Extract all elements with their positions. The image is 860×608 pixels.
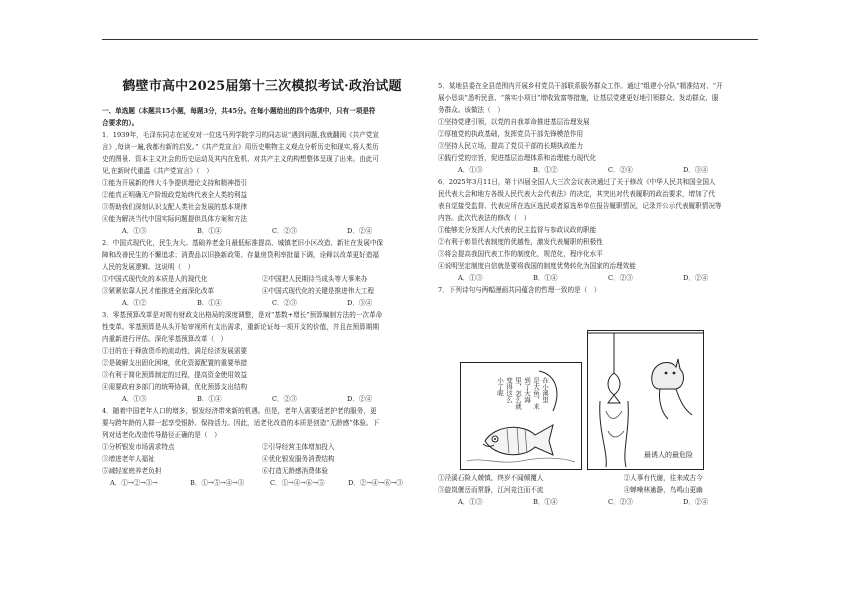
header-rule [102,39,758,40]
option-d: D．②④ [347,227,373,235]
question-stem: 内重新进行评估。深化零基预算改革（ ） [102,335,228,343]
cartoon-caption: 最诱人的最危险 [644,451,693,459]
statement: ①中国式现代化的本质是人的现代化 [102,275,208,283]
statement: ④中国式现代化的关键是推进伟大工程 [262,287,375,295]
cartoon-caption: 是大鱼，来 [532,377,540,410]
option-a: A．①③ [122,227,147,235]
option-c: C．①→④→⑥→⑤ [270,479,325,487]
statement-row [102,441,422,453]
statement: ①泾溪石险人兢慎，终岁不闻倾覆人 [438,474,544,482]
option-b: B．①④ [197,227,222,235]
question-3 [102,309,422,405]
left-column [102,105,422,489]
option-c: C．②③ [272,299,297,307]
question-stem: 见,在新时代重温《共产党宣言》（ ） [102,167,213,175]
statement: ③有利于简化预算制定的过程，提高资金使用效益 [102,371,248,379]
question-5 [438,80,758,176]
option-c: C．②③ [608,274,633,282]
option-d: D．③④ [683,166,709,174]
section-heading-line1: 一、单选题（本题共15小题，每题3分，共45分。在每小题给出的四个选项中，只有一项是符 [102,107,376,115]
statement: ①目的在于释放货币的流动性，满足经济发展需要 [102,347,248,355]
question-stem: 3．零基预算改革是对规有财政支出格局的深度调整，是对“基数+增长”预算编制方法的一次革命 [102,311,383,319]
option-b: B．①② [533,166,558,174]
statement-row [102,453,422,465]
statement: ②人事有代谢，往来成古今 [623,474,703,482]
question-6 [438,176,758,284]
question-stem: 史的图景、资本主义社会的历史运动及其内在危机、对共产主义的构想整体呈现了出来。由此可 [102,155,379,163]
option-a: A．①③ [458,498,483,506]
statement: ④优化银发服务消费结构 [262,455,335,463]
question-stem: 表自觉接受监督、代表应所在选区选民或者原选举单位报告履职情况，记录并公示代表履职情况等 [438,202,722,210]
statement: ③旋岚偃岳而常静，江河竞注而不流 [438,486,544,494]
question-stem: 内容。此次代表法的修改（ ） [438,214,531,222]
statement: ⑤减轻家庭养老负担 [102,467,162,475]
option-a: A．①② [122,299,147,307]
option-a: A．①③ [458,274,483,282]
question-stem: 5．某地县委在全县范围内开展乡村党员干部联系服务群众工作。通过“组建小分队”精准结对、“开 [438,82,723,90]
question-stem: 性变革。零基预算是从头开始审视所有支出需求，重新论证每一项开支的价值，并且在预算期期 [102,323,379,331]
option-b: B．①④ [197,395,222,403]
question-stem: 要与跨年龄的人群一起享受银龄、保持活力。因此，适老化改造的本质是创造“无龄感”体验。下 [102,419,380,427]
question-stem: 1．1939年，毛泽东同志在延安对一位选马列学院学习的同志说“遇到问题,我就翻阅《共产党宣 [102,131,380,139]
cartoon-caption: 小了呢 [496,377,504,397]
question-stem: 人民的发展逻辑。这说明（ ） [102,263,195,271]
answer-options [102,477,422,489]
answer-options [102,297,422,309]
cartoon-caption: 变得这么 [505,377,513,403]
statement: ④需要政府多部门的统筹协调，优化预算支出结构 [102,383,248,391]
statement-row [438,472,758,484]
question-stem: 民代表大会和地方各级人民代表大会代表法》的决定，其突出对代表履职的政治要求，增加了代 [438,190,715,198]
question-2 [102,237,422,309]
statement-row [438,484,758,496]
cat-figure [652,359,692,419]
question-1 [102,129,422,237]
statement: ④蝉噪林逾静，鸟鸣山更幽 [623,486,703,494]
cartoon-caption: 在小溪里 [541,377,549,403]
answer-options [102,225,422,237]
cartoon-caption: 到了大海 [523,377,531,403]
statement: ④说明坚定制度自信就是要将我国的制度优势转化为国家的治理效能 [438,262,636,270]
statement: ②引导经营主体增加投入 [262,443,335,451]
statement-row [102,465,422,477]
option-b: B．①④ [533,498,558,506]
question-4 [102,405,422,489]
cartoon-caption: 里，怎么就 [514,377,522,410]
question-7 [438,284,758,296]
option-d: D．③④ [347,299,373,307]
cat-illustration [588,331,703,469]
option-a: A．①③ [122,395,147,403]
answer-options [102,393,422,405]
option-c: C．②③ [608,498,633,506]
fish-illustration [461,363,581,469]
question-stem: 2．中国式现代化，民生为大。基础养老金月最低标准提高、城镇老旧小区改造、新社在发展中保 [102,239,384,247]
right-column [438,80,758,296]
answer-options [438,272,758,284]
statement: ③紧紧依靠人民才能推进全面深化改革 [102,287,215,295]
statement: ③增进老年人福祉 [102,455,155,463]
statement: ④能为解决当代中国实际问题提供具体方案和方法 [102,215,248,223]
answer-options [438,496,758,508]
option-c: C．②③ [272,227,297,235]
statement: ①坚持党建引领，以党的自我革命推进基层治理发展 [438,118,590,126]
statement: ①分析银发市场需求特点 [102,443,175,451]
question-stem: 言》,每读一遍,我都有新的启发。”《共产党宣言》用历史唯物主义观点分析历史和现实,将人类历 [102,143,379,151]
statement: ③坚持人民立场，提高了党员干部的长期执政能力 [438,142,584,150]
question-stem: 7．下列诗句与两幅漫画共同蕴含的哲理一致的是（ ） [438,286,601,294]
option-b: B．①→⑤→④→③ [190,479,245,487]
question-stem: 展小恳谈”悉听民意、“落实小项目”增收致富等措施，让基层党建更好地引领群众、发动群众、服 [438,94,719,102]
option-d: D．②④ [683,274,709,282]
cartoon-cat [587,330,704,470]
statement: ①能为开展新的伟大斗争提供理论支持和精神指引 [102,179,248,187]
statement: ③帮助我们深刻认识支配人类社会发展的基本规律 [102,203,248,211]
option-d: D．②④ [683,498,709,506]
statement-row [102,285,422,297]
option-a: A．①③ [458,166,483,174]
question-stem: 4．随着中国老年人口的增多，银发经济带来新的机遇。但是，老年人需要适老护老的服务，更 [102,407,377,415]
fish-shape [483,425,553,455]
answer-options [438,164,758,176]
question-stem: 6．2025年3月11日，第十四届全国人大三次会议表决通过了关于修改《中华人民共和国全国人 [438,178,716,186]
statement: ②中国把人民期待当成头等大事来办 [262,275,368,283]
question-stem: 列对适老化改造传导路径正确的是（ ） [102,431,221,439]
statement: ②有利于彰显代表制度的优越性，激发代表履职的积极性 [438,238,603,246]
option-c: C．②③ [272,395,297,403]
statement: ②能真正明确无产阶级政党始终代表全人类的利益 [102,191,248,199]
option-b: B．①④ [533,274,558,282]
hanging-fish [608,373,620,403]
option-d: D．②④ [347,395,373,403]
cartoon-fish [460,362,582,470]
statement: ③将会提高我国代表工作的制度化，规范化，程序化水平 [438,250,603,258]
question-stem: 障和改善民生的不懈追求；消费品以旧换新政策、存量房贷利率批量下调，诠释以改革更好造福 [102,251,379,259]
question-stem: 务群众。该做法（ ） [438,106,504,114]
option-c: C．②④ [608,166,633,174]
option-b: B．①④ [197,299,222,307]
option-a: A．①→②→③→ [110,479,158,487]
statement: ②厚植党的执政基础，发挥党员干部先锋模范作用 [438,130,584,138]
statement: ④践行党的宗旨，促进基层治理体系和治理能力现代化 [438,154,597,162]
statement: ①能够充分发挥人大代表的民主监督与参政议政的职能 [438,226,597,234]
question-7-choices [438,472,758,508]
statement: ⑥打造无龄感消费体验 [262,467,328,475]
section-heading-line2: 合要求的）。 [102,119,139,127]
statement: ②是破解支出固化困境，优化资源配置的重要举措 [102,359,248,367]
statement-row [102,273,422,285]
option-d: D．②→④→⑥→③ [348,479,403,487]
page-title: 鹤壁市高中2025届第十三次模拟考试·政治试题 [122,79,402,94]
